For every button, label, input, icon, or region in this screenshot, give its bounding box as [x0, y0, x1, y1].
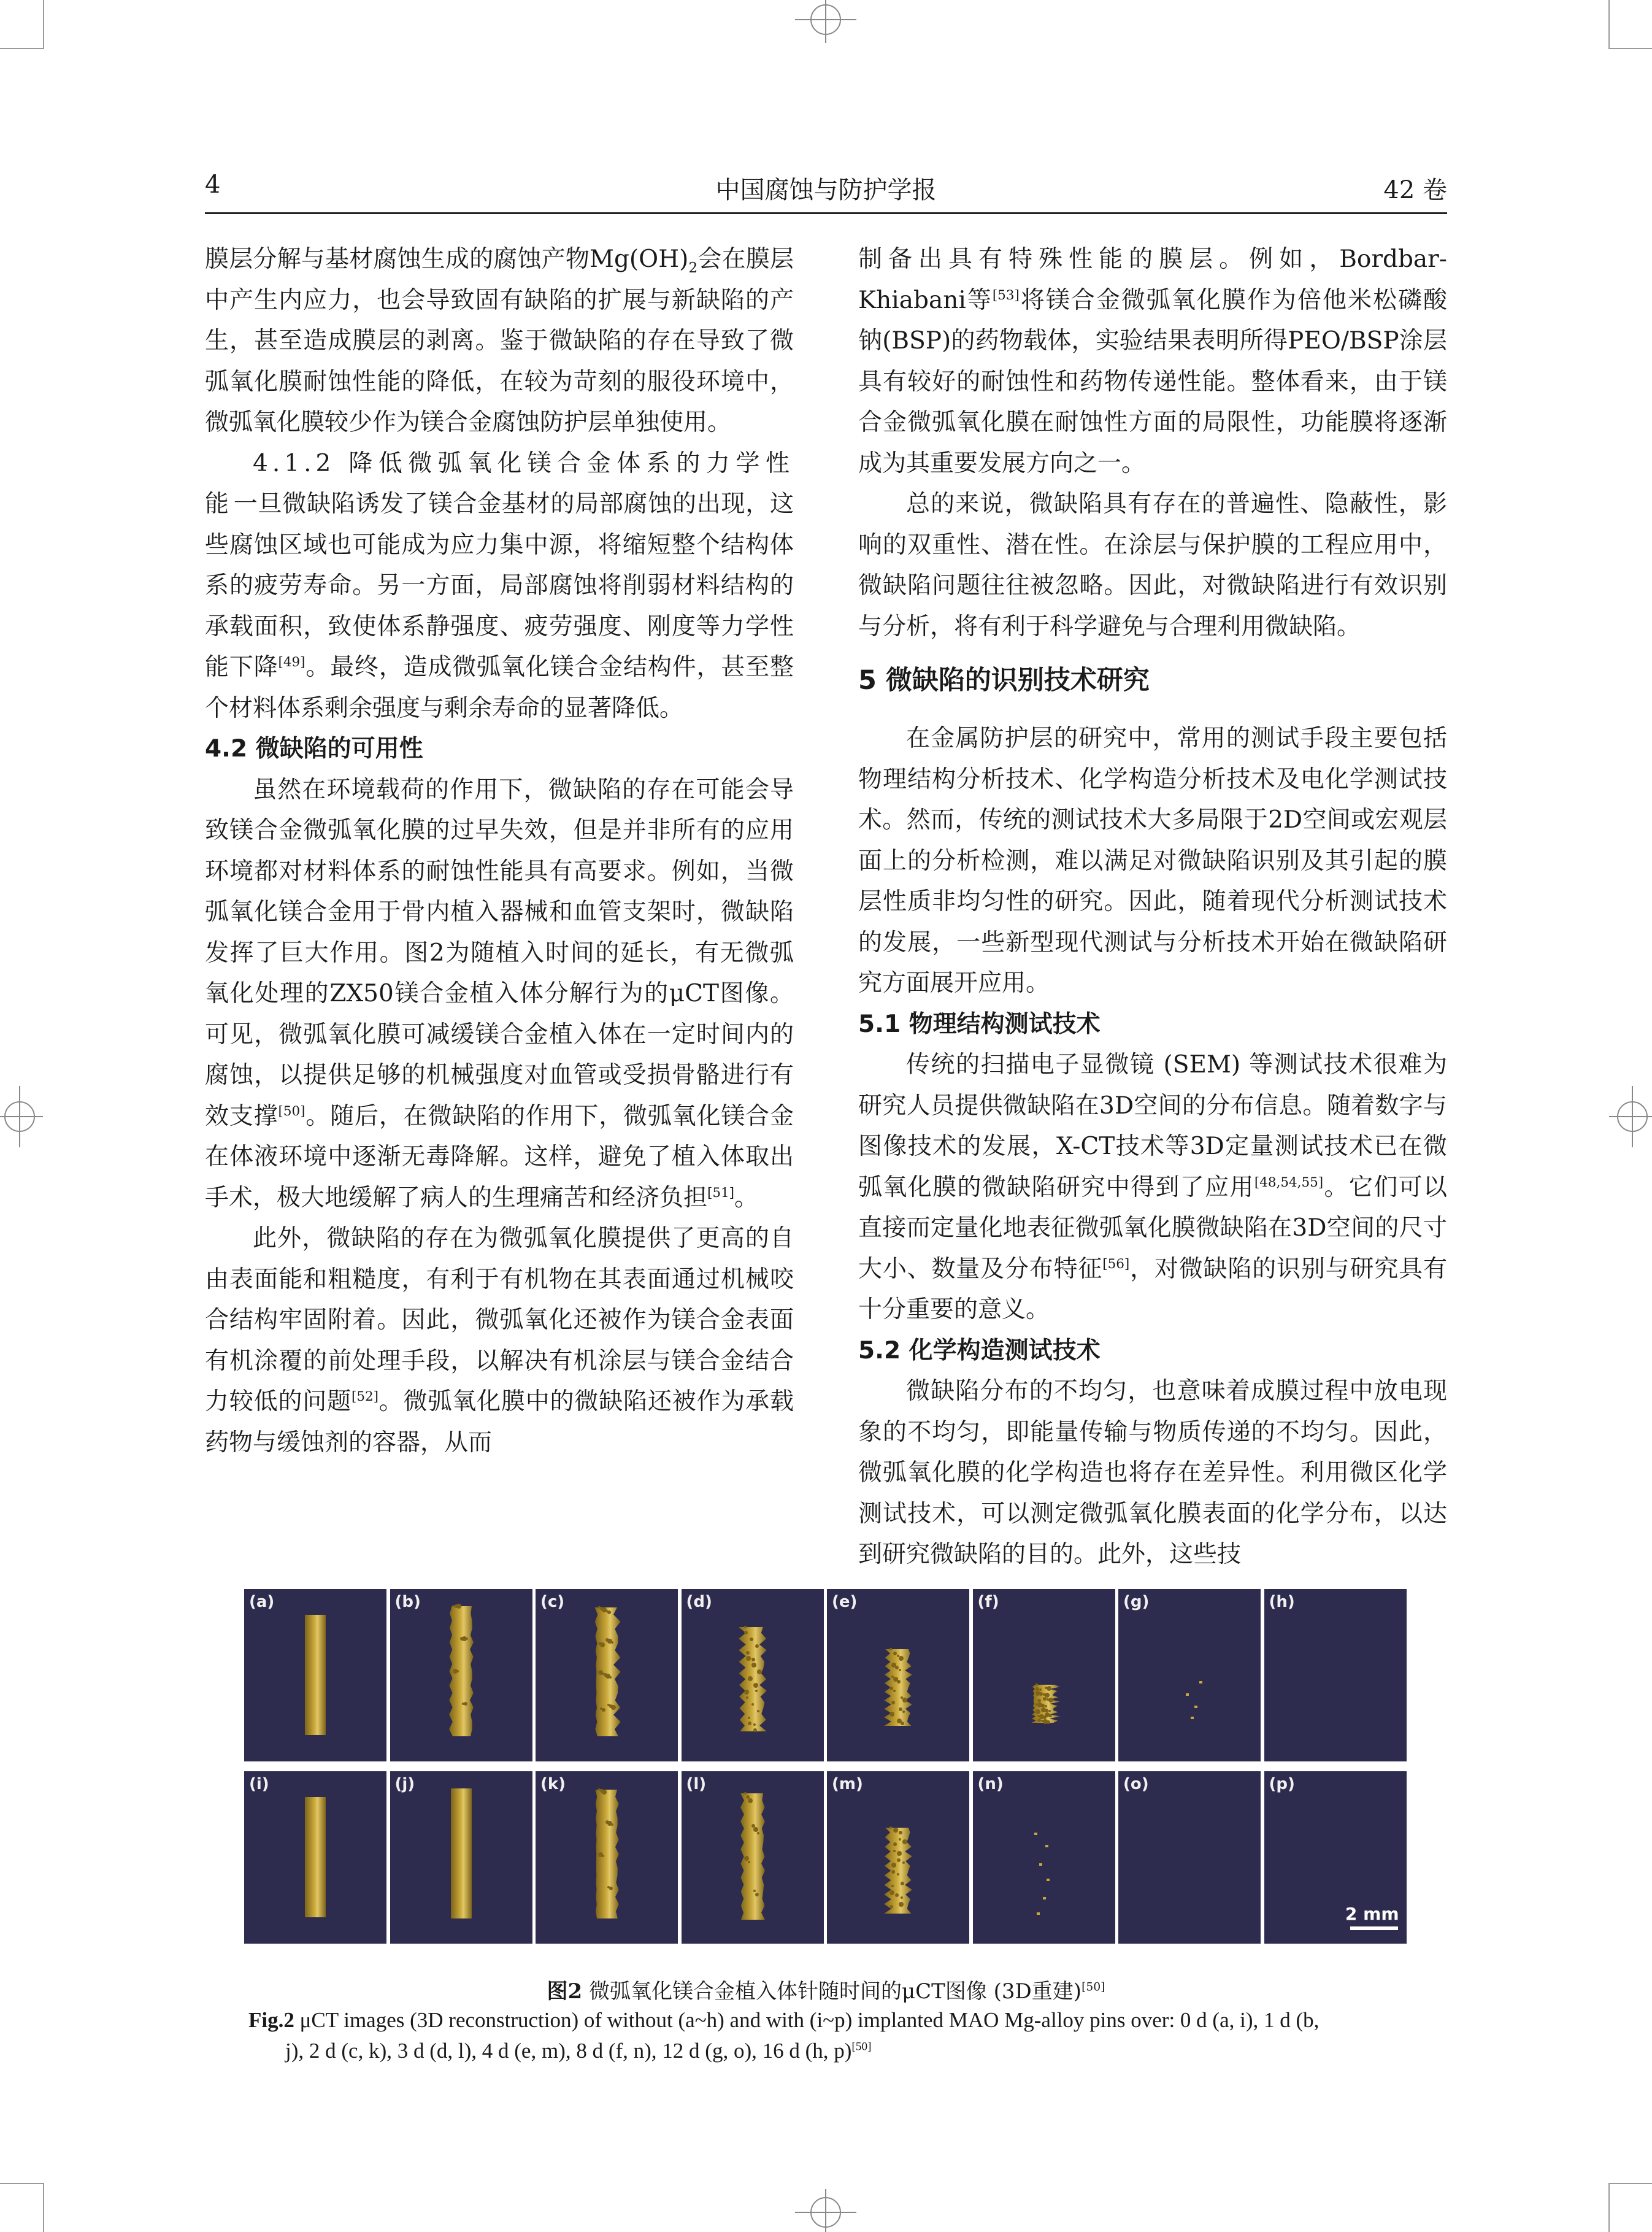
section-heading: 5 微缺陷的识别技术研究 — [858, 665, 1150, 696]
ct-panel — [536, 1771, 678, 1944]
citation[interactable]: [52] — [351, 1389, 378, 1404]
volume-label: 42 卷 — [1383, 176, 1447, 204]
figure-caption-en: Fig.2 μCT images (3D reconstruction) of without (a~h) and with (i~p) implanted MAO Mg-alloy pins over: 0 d (a, i), 1 d (b, j), 2 d (c, k), 3 d (d, l), 4 d (e, m), 8 d (f, n), 12 d (g, o), 16 d (h, p)[50] — [248, 2008, 1320, 2063]
citation[interactable]: [51] — [707, 1185, 735, 1201]
figure-caption-zh: 图2 微弧氧化镁合金植入体针随时间的μCT图像 (3D重建)[50] — [547, 1979, 1105, 2004]
right-column — [858, 239, 1447, 1576]
ct-panel — [682, 1771, 824, 1944]
ct-panel — [390, 1589, 532, 1761]
implant-pin — [390, 1589, 532, 1761]
panel-label: (a) — [249, 1593, 275, 1611]
paragraph: 膜层分解与基材腐蚀生成的腐蚀产物$Mg(OH)_2$会在膜层中产生内应力，也会导致固有缺陷的扩展与新缺陷的产生，甚至造成膜层的剥离。鉴于微缺陷的存在导致了微弧氧化膜耐蚀性能的降低，在较为苛刻的服役环境中，微弧氧化膜较少作为镁合金腐蚀防护层单独使用。 — [205, 245, 794, 436]
implant-pin — [390, 1771, 532, 1944]
crop-mark — [1608, 48, 1652, 49]
crop-mark — [0, 48, 44, 49]
page-number: 4 — [205, 171, 221, 199]
ct-panel — [1264, 1771, 1407, 1944]
implant-pin — [827, 1589, 969, 1761]
ct-panel — [244, 1771, 386, 1944]
paragraph: 虽然在环境载荷的作用下，微缺陷的存在可能会导致镁合金微弧氧化膜的过早失效，但是并非所有的应用环境都对材料体系的耐蚀性能具有高要求。例如，当微弧氧化镁合金用于骨内植入器械和血管支架时，微缺陷发挥了巨大作用。图2为随植入时间的延长，有无微弧氧化处理的ZX50镁合金植入体分解行为的μCT图像。可见，微弧氧化膜可减缓镁合金植入体在一定时间内的腐蚀，以提供足够的机械强度对血管或受损骨骼进行有效支撑[50]。随后，在微缺陷的作用下，微弧氧化镁合金在体液环境中逐渐无毒降解。这样，避免了植入体取出手术，极大地缓解了病人的生理痛苦和经济负担[51]。 — [205, 775, 794, 1212]
implant-pin — [244, 1589, 386, 1761]
panel-label: (k) — [540, 1775, 566, 1793]
panel-label: (o) — [1123, 1775, 1149, 1793]
registration-mark-right — [1609, 1086, 1652, 1147]
ct-panel — [827, 1771, 969, 1944]
panel-label: (e) — [832, 1593, 858, 1611]
registration-mark-bottom — [795, 2189, 856, 2232]
implant-pin — [973, 1589, 1115, 1761]
subsection-4-1-2: 4.1.2 降低微弧氧化镁合金体系的力学性能一旦微缺陷诱发了镁合金基材的局部腐蚀的出现，这些腐蚀区域也可能成为应力集中源，将缩短整个结构体系的疲劳寿命。另一方面，局部腐蚀将削弱材料结构的承载面积，致使体系静强度、疲劳强度、刚度等力学性能下降[49]。最终，造成微弧氧化镁合金结构件，甚至整个材料体系剩余强度与剩余寿命的显著降低。 — [205, 449, 794, 722]
citation[interactable]: [50] — [278, 1103, 305, 1119]
section-heading: 4.1.2 降低微弧氧化镁合金体系的力学性能 — [205, 449, 794, 518]
panel-label: (l) — [686, 1775, 707, 1793]
ct-panel — [536, 1589, 678, 1761]
implant-pin — [827, 1771, 969, 1944]
citation[interactable]: [56] — [1102, 1256, 1130, 1272]
ct-panel — [827, 1589, 969, 1761]
panel-label: (b) — [394, 1593, 421, 1611]
panel-label: (c) — [540, 1593, 565, 1611]
section-heading: 4.2 微缺陷的可用性 — [205, 735, 423, 763]
running-header — [205, 171, 1447, 210]
crop-mark — [1608, 2183, 1652, 2184]
implant-fragments — [1118, 1589, 1261, 1761]
ct-panel — [1118, 1589, 1261, 1761]
implant-pin — [244, 1771, 386, 1944]
ct-panel — [973, 1589, 1115, 1761]
journal-title: 中国腐蚀与防护学报 — [715, 176, 937, 204]
panel-label: (m) — [832, 1775, 863, 1793]
panel-label: (f) — [977, 1593, 999, 1611]
panel-label: (i) — [249, 1775, 269, 1793]
citation[interactable]: [49] — [278, 655, 305, 670]
header-rule — [205, 212, 1447, 214]
left-column — [205, 239, 794, 1463]
citation[interactable]: [50] — [851, 2040, 872, 2053]
ct-panel — [1264, 1589, 1407, 1761]
implant-pin — [682, 1771, 824, 1944]
implant-fragments — [973, 1771, 1115, 1944]
citation[interactable]: [48,54,55] — [1254, 1174, 1324, 1190]
crop-mark — [1608, 0, 1610, 49]
panel-label: (h) — [1269, 1593, 1295, 1611]
crop-mark — [43, 0, 44, 49]
panel-label: (d) — [686, 1593, 712, 1611]
scale-bar — [1350, 1926, 1398, 1930]
paragraph: 传统的扫描电子显微镜 (SEM) 等测试技术很难为研究人员提供微缺陷在3D空间的分布信息。随着数字与图像技术的发展，X-CT技术等3D定量测试技术已在微弧氧化膜的微缺陷研究中得到了应用[48,54,55]。它们可以直接而定量化地表征微弧氧化膜微缺陷在3D空间的尺寸大小、数量及分布特征[56]，对微缺陷的识别与研究具有十分重要的意义。 — [858, 1051, 1447, 1323]
implant-pin — [682, 1589, 824, 1761]
section-heading: 5.2 化学构造测试技术 — [858, 1336, 1101, 1364]
ct-panel — [682, 1589, 824, 1761]
paragraph: 此外，微缺陷的存在为微弧氧化膜提供了更高的自由表面能和粗糙度，有利于有机物在其表面通过机械咬合结构牢固附着。因此，微弧氧化还被作为镁合金表面有机涂覆的前处理手段，以解决有机涂层与镁合金结合力较低的问题[52]。微弧氧化膜中的微缺陷还被作为承载药物与缓蚀剂的容器，从而 — [205, 1225, 794, 1457]
paragraph: 在金属防护层的研究中，常用的测试手段主要包括物理结构分析技术、化学构造分析技术及电化学测试技术。然而，传统的测试技术大多局限于2D空间或宏观层面上的分析检测，难以满足对微缺陷识别及其引起的膜层性质非均匀性的研究。因此，随着现代分析测试技术的发展，一些新型现代测试与分析技术开始在微缺陷研究方面展开应用。 — [858, 725, 1447, 997]
registration-mark-left — [0, 1086, 43, 1147]
registration-mark-top — [795, 0, 856, 43]
panel-label: (g) — [1123, 1593, 1150, 1611]
crop-mark — [0, 2183, 44, 2184]
panel-label: (n) — [977, 1775, 1004, 1793]
ct-panel — [1118, 1771, 1261, 1944]
ct-panel — [390, 1771, 532, 1944]
implant-pin — [536, 1589, 678, 1761]
paragraph: 制备出具有特殊性能的膜层。例如，Bordbar-Khiabani等[53]将镁合金微弧氧化膜作为倍他米松磷酸钠(BSP)的药物载体，实验结果表明所得PEO/BSP涂层具有较好的耐蚀性和药物传递性能。整体看来，由于镁合金微弧氧化膜在耐蚀性方面的局限性，功能膜将逐渐成为其重要发展方向之一。 — [858, 245, 1447, 477]
ct-panel — [244, 1589, 386, 1761]
section-heading: 5.1 物理结构测试技术 — [858, 1010, 1101, 1038]
implant-pin — [536, 1771, 678, 1944]
panel-label: (j) — [394, 1775, 415, 1793]
ct-panel — [973, 1771, 1115, 1944]
paragraph: 总的来说，微缺陷具有存在的普遍性、隐蔽性，影响的双重性、潜在性。在涂层与保护膜的工程应用中，微缺陷问题往往被忽略。因此，对微缺陷进行有效识别与分析，将有利于科学避免与合理利用微缺陷。 — [858, 490, 1447, 641]
citation[interactable]: [50] — [1081, 1980, 1105, 1994]
scale-bar-label: 2 mm — [1345, 1904, 1399, 1924]
figure-2 — [244, 1589, 1404, 1944]
crop-mark — [1608, 2183, 1610, 2232]
paragraph: 微缺陷分布的不均匀，也意味着成膜过程中放电现象的不均匀，即能量传输与物质传递的不均匀。因此，微弧氧化膜的化学构造也将存在差异性。利用微区化学测试技术，可以测定微弧氧化膜表面的化学分布，以达到研究微缺陷的目的。此外，这些技 — [858, 1377, 1447, 1568]
panel-label: (p) — [1269, 1775, 1295, 1793]
crop-mark — [43, 2183, 44, 2232]
citation[interactable]: [53] — [992, 287, 1020, 303]
